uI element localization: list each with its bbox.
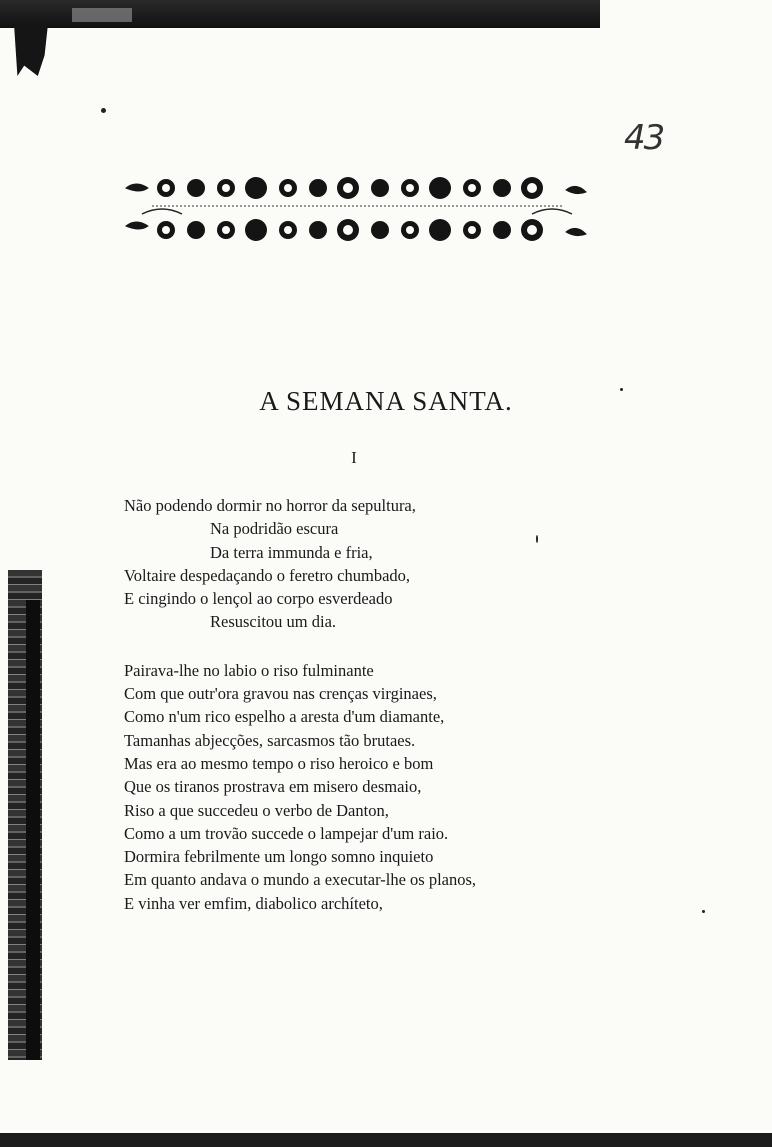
poem-title: A SEMANA SANTA. xyxy=(259,386,513,416)
stanza xyxy=(124,659,476,915)
scan-left-edge-core xyxy=(26,600,40,1060)
stanza-gap xyxy=(124,634,476,659)
verse-line: Riso a que succedeu o verbo de Danton, xyxy=(124,800,389,820)
scan-bottom-border xyxy=(0,1133,772,1147)
scan-corner-mark xyxy=(14,24,48,76)
verse-line: Em quanto andava o mundo a executar-lhe os planos, xyxy=(124,870,477,890)
stanza xyxy=(124,494,476,634)
ink-speck xyxy=(536,535,538,543)
poem-body xyxy=(124,494,476,915)
verse-line: Como a um trovão succede o lampejar d'um raio. xyxy=(124,823,449,843)
section-number: I xyxy=(351,448,357,467)
verse-line: Da terra immunda e fria, xyxy=(210,542,373,562)
verse-line: Com que outr'ora gravou nas crenças virginaes, xyxy=(124,684,437,704)
verse-line: E cingindo o lençol ao corpo esverdeado xyxy=(124,589,393,609)
verse-line: Dormira febrilmente um longo somno inquieto xyxy=(124,847,434,867)
ink-speck xyxy=(101,108,106,113)
page-number: 43 xyxy=(624,118,664,158)
verse-line: Como n'um rico espelho a aresta d'um diamante, xyxy=(124,707,445,727)
decorative-ornament-band xyxy=(122,172,592,252)
verse-line: Pairava-lhe no labio o riso fulminante xyxy=(124,660,374,680)
scan-top-border-highlight xyxy=(72,8,132,22)
ink-speck xyxy=(702,910,705,913)
verse-line: Na podridão escura xyxy=(210,519,339,539)
verse-line: Que os tiranos prostrava em misero desmaio, xyxy=(124,777,422,797)
verse-line: Não podendo dormir no horror da sepultura, xyxy=(124,496,416,515)
verse-line: Voltaire despedaçando o feretro chumbado, xyxy=(124,565,411,585)
verse-line: Tamanhas abjecções, sarcasmos tão brutaes. xyxy=(124,730,416,750)
verse-line: Mas era ao mesmo tempo o riso heroico e bom xyxy=(124,753,434,773)
verse-line: E vinha ver emfim, diabolico archíteto, xyxy=(124,893,383,913)
verse-line: Resuscitou um dia. xyxy=(210,612,337,632)
